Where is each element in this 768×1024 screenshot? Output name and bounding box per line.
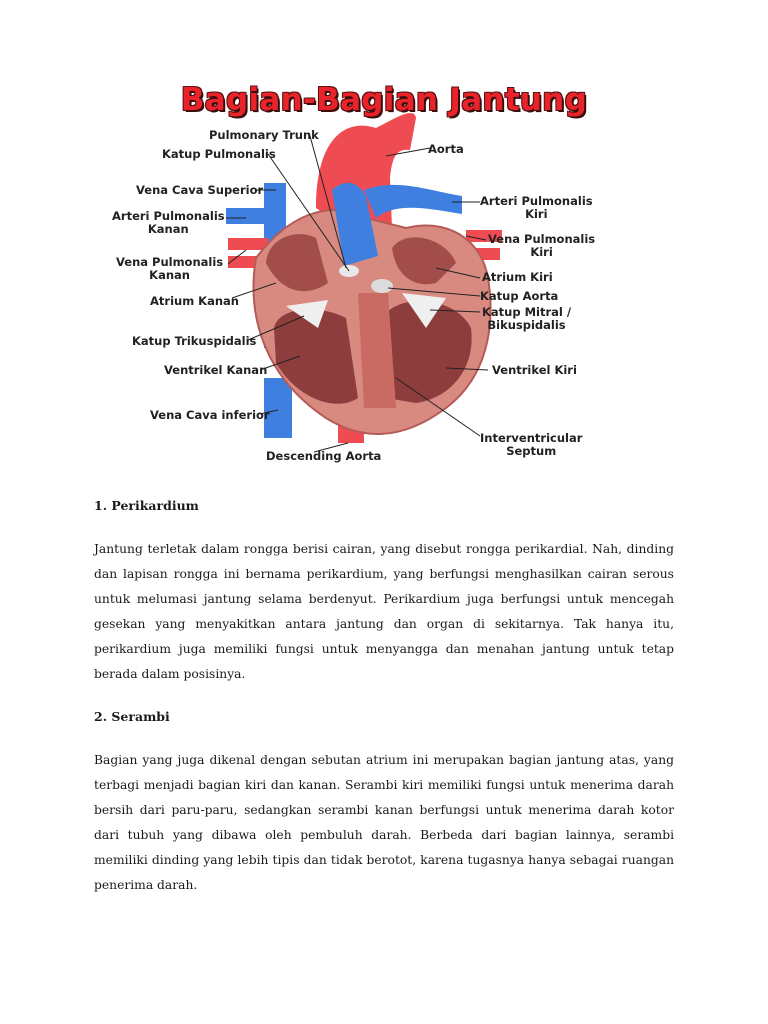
label-katup-trikuspidalis: Katup Trikuspidalis xyxy=(132,334,257,348)
label-arteri-pulmonalis-kiri xyxy=(480,195,593,221)
label-katup-pulmonalis: Katup Pulmonalis xyxy=(162,147,276,161)
label-vena-pulmonalis-kiri xyxy=(488,233,595,259)
section-heading: 1. Perikardium xyxy=(94,498,199,513)
label-atrium-kiri: Atrium Kiri xyxy=(482,270,553,284)
label-vena-pulmonalis-kiri-line1: Vena Pulmonalis xyxy=(488,232,596,246)
label-vena-cava-inferior: Vena Cava inferior xyxy=(150,408,270,422)
label-arteri-pulmonalis-kiri-line2: Kiri xyxy=(525,207,548,221)
label-vena-cava-superior: Vena Cava Superior xyxy=(136,183,264,197)
label-arteri-pulmonalis-kanan-line2: Kanan xyxy=(147,222,189,236)
section-heading: 2. Serambi xyxy=(94,709,170,724)
figure-title: Bagian-Bagian Jantung xyxy=(180,82,588,118)
label-ventrikel-kiri: Ventrikel Kiri xyxy=(492,363,577,377)
label-katup-mitral-line1: Katup Mitral / xyxy=(482,305,572,319)
label-katup-mitral xyxy=(482,306,571,332)
section-perikardium xyxy=(94,498,674,687)
label-vena-pulmonalis-kanan-line2: Kanan xyxy=(149,268,190,282)
label-pulmonary-trunk: Pulmonary Trunk xyxy=(209,128,319,142)
label-descending-aorta: Descending Aorta xyxy=(266,449,382,463)
label-vena-pulmonalis-kiri-line2: Kiri xyxy=(530,245,553,259)
label-arteri-pulmonalis-kanan xyxy=(112,210,225,236)
label-aorta: Aorta xyxy=(428,142,464,156)
section-paragraph: Bagian yang juga dikenal dengan sebutan atrium ini merupakan bagian jantung atas, yang terbagi menjadi bagian kiri dan kanan. Serambi kiri memiliki fungsi untuk menerima darah bersih dari paru-paru, sedangkan serambi kanan berfungsi untuk menerima darah kotor dari tubuh yang dibawa oleh pembuluh darah. Berbeda dari bagian lainnya, serambi memiliki dinding yang lebih tipis dan tidak berotot, karena tugasnya hanya sebagai ruangan penerima darah. xyxy=(94,753,674,892)
label-katup-mitral-line2: Bikuspidalis xyxy=(487,318,566,332)
arteri-pulmonalis-kiri-shape xyxy=(364,185,462,218)
section-paragraph: Jantung terletak dalam rongga berisi cairan, yang disebut rongga perikardial. Nah, dinding dan lapisan rongga ini bernama perikardium, yang berfungsi menghasilkan cairan serous untuk melumasi jantung selama berdenyut. Perikardium juga berfungsi untuk mencegah gesekan yang menyakitkan antara jantung dan organ di sekitarnya. Tak hanya itu, perikardium juga memiliki fungsi untuk menyangga dan menahan jantung untuk tetap berada dalam posisinya. xyxy=(94,542,674,681)
label-interventricular-septum xyxy=(480,432,582,458)
label-interventricular-line2: Septum xyxy=(506,444,557,458)
label-arteri-pulmonalis-kanan-line1: Arteri Pulmonalis xyxy=(112,209,225,223)
label-vena-pulmonalis-kanan xyxy=(116,256,223,282)
label-ventrikel-kanan: Ventrikel Kanan xyxy=(164,363,268,377)
vena-pulmonalis-kanan-shape-1 xyxy=(228,238,268,250)
section-serambi xyxy=(94,709,674,898)
katup-aorta-shape xyxy=(371,279,393,293)
heart-diagram xyxy=(96,78,672,478)
label-interventricular-line1: Interventricular xyxy=(480,431,583,445)
label-atrium-kanan: Atrium Kanan xyxy=(150,294,239,308)
arteri-pulmonalis-kanan-shape xyxy=(226,208,271,224)
label-vena-pulmonalis-kanan-line1: Vena Pulmonalis xyxy=(116,255,224,269)
label-katup-aorta: Katup Aorta xyxy=(480,289,559,303)
label-arteri-pulmonalis-kiri-line1: Arteri Pulmonalis xyxy=(480,194,593,208)
